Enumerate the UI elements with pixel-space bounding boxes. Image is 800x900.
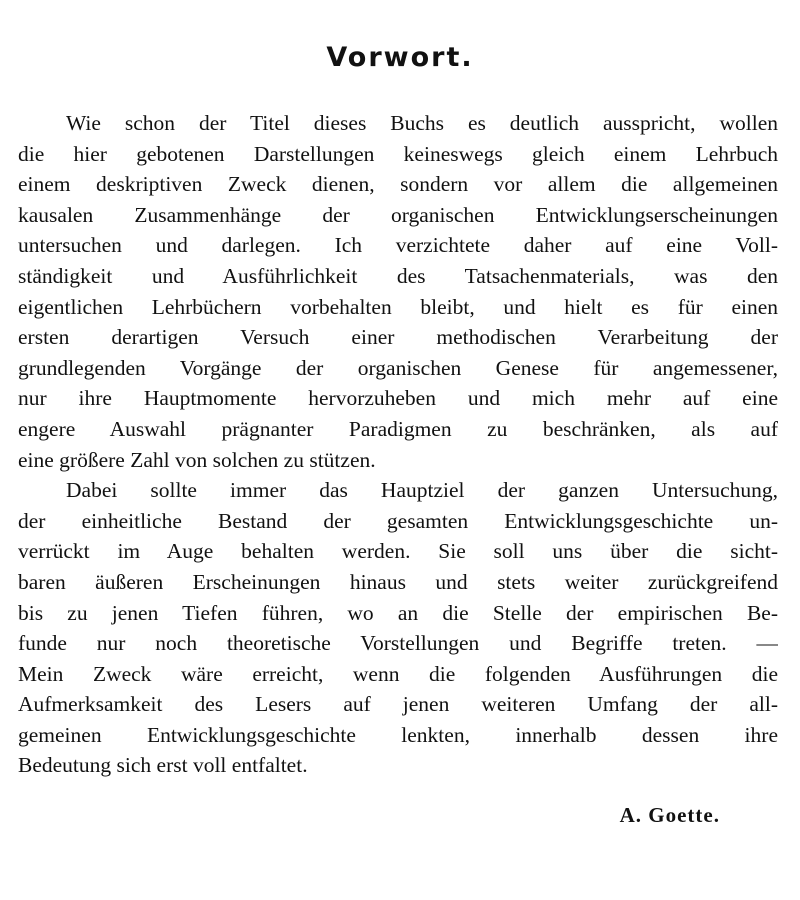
text-line: einem deskriptiven Zweck dienen, sondern vor allem die allgemeinen — [18, 172, 778, 197]
text-line: baren äußeren Erscheinungen hinaus und stets weiter zurückgreifend — [18, 569, 778, 594]
text-line: der einheitliche Bestand der gesamten Entwicklungsgeschichte un- — [18, 508, 778, 533]
paragraph-1 — [18, 108, 778, 475]
text-line: Dabei sollte immer das Hauptziel der ganzen Untersuchung, — [66, 478, 778, 503]
text-line: die hier gebotenen Darstellungen keineswegs gleich einem Lehrbuch — [18, 141, 778, 166]
preface-body — [18, 108, 778, 781]
author-signature: A. Goette. — [619, 803, 720, 827]
text-line: ständigkeit und Ausführlichkeit des Tatsachenmaterials, was den — [18, 263, 778, 288]
text-line: engere Auswahl prägnanter Paradigmen zu beschränken, als auf — [18, 416, 778, 441]
text-line: kausalen Zusammenhänge der organischen Entwicklungserscheinungen — [18, 202, 778, 227]
text-line: eigentlichen Lehrbüchern vorbehalten bleibt, und hielt es für einen — [18, 294, 778, 319]
text-line: verrückt im Auge behalten werden. Sie soll uns über die sicht- — [18, 539, 778, 564]
text-line: eine größere Zahl von solchen zu stützen. — [18, 447, 376, 472]
text-line: untersuchen und darlegen. Ich verzichtete daher auf eine Voll- — [18, 233, 778, 258]
text-line: Bedeutung sich erst voll entfaltet. — [18, 753, 308, 778]
text-line: Mein Zweck wäre erreicht, wenn die folgenden Ausführungen die — [18, 661, 778, 686]
page-title: Vorwort. — [326, 42, 474, 73]
paragraph-2 — [18, 475, 778, 781]
text-line: Aufmerksamkeit des Lesers auf jenen weiteren Umfang der all- — [18, 692, 778, 717]
text-line: grundlegenden Vorgänge der organischen Genese für angemessener, — [18, 355, 778, 380]
text-line: nur ihre Hauptmomente hervorzuheben und mich mehr auf eine — [18, 386, 778, 411]
text-line: Wie schon der Titel dieses Buchs es deutlich ausspricht, wollen — [66, 111, 778, 135]
text-line: funde nur noch theoretische Vorstellungen und Begriffe treten. — — [18, 631, 778, 656]
text-line: ersten derartigen Versuch einer methodischen Verarbeitung der — [18, 325, 778, 350]
text-line: gemeinen Entwicklungsgeschichte lenkten, innerhalb dessen ihre — [18, 722, 778, 747]
text-line: bis zu jenen Tiefen führen, wo an die Stelle der empirischen Be- — [18, 600, 778, 625]
